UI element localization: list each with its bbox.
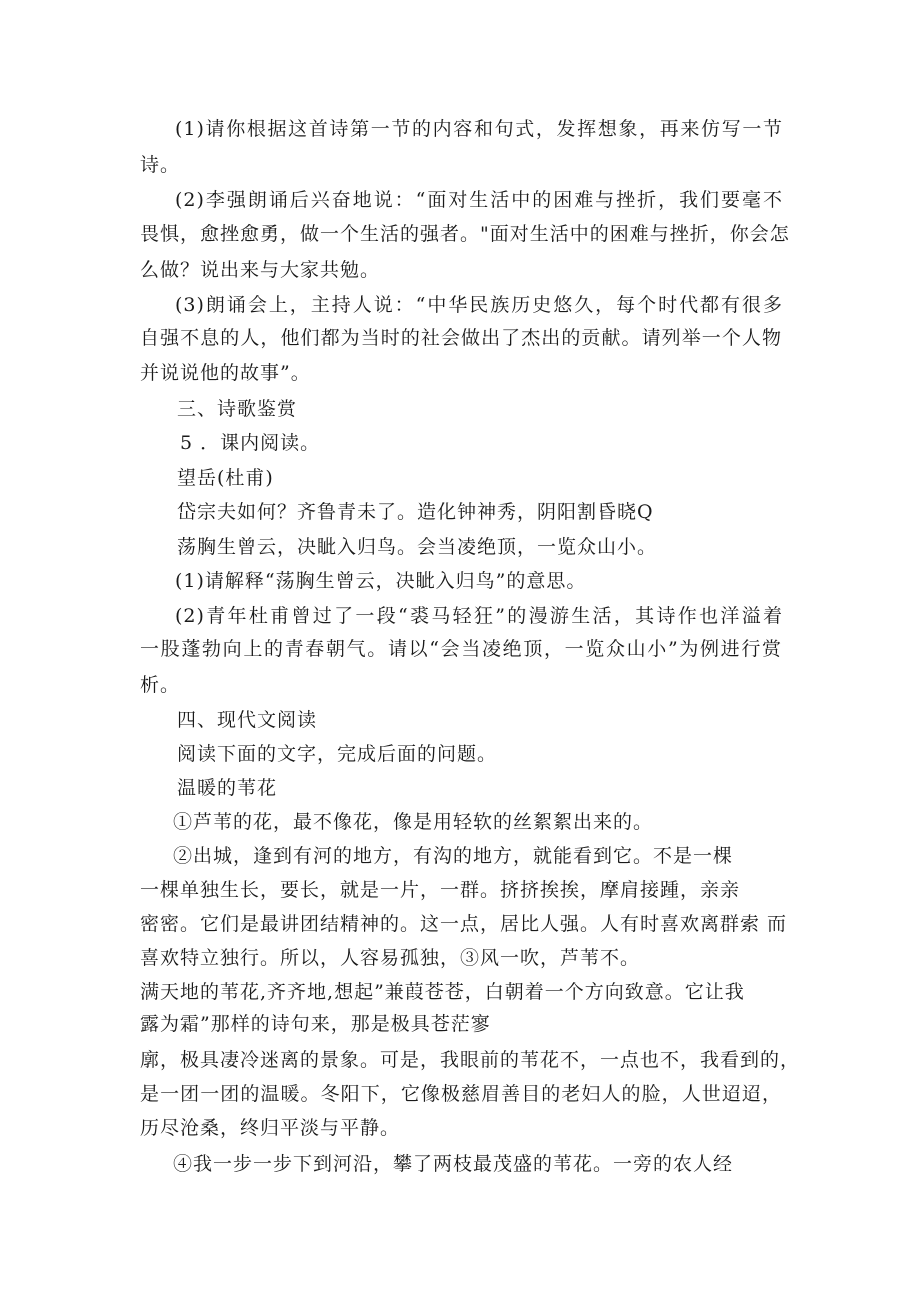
paragraph-line: (1)请你根据这首诗第一节的内容和句式，发挥想象，再来仿写一节 [175,118,783,140]
paragraph-line: 么做？说出来与大家共勉。 [140,259,381,281]
paragraph-line: 露为霜”那样的诗句来，那是极具苍茫寥 [140,1013,491,1035]
paragraph-line: 自强不息的人，他们都为当时的社会做出了杰出的贡献。请列举一个人物 [140,327,782,349]
paragraph-line: 历尽沧桑，终归平淡与平静。 [140,1117,401,1139]
paragraph-line: (1)请解释“荡胸生曾云，决眦入归鸟”的意思。 [175,570,587,592]
paragraph-line: ④我一步一步下到河沿，攀了两枝最茂盛的苇花。一旁的农人经 [173,1153,734,1175]
section-heading: 四、现代文阅读 [177,709,318,731]
poem-line: 岱宗夫如何？齐鲁青未了。造化钟神秀，阴阳割昏晓Q [177,501,654,523]
paragraph-line: 密密。它们是最讲团结精神的。这一点，居比人强。人有时喜欢离群索 而 [140,913,788,935]
question-number: 5 ．课内阅读。 [180,432,321,454]
paragraph-line: 是一团一团的温暖。冬阳下，它像极慈眉善目的老妇人的脸，人世迢迢， [140,1083,782,1105]
article-title: 温暖的苇花 [177,777,278,799]
paragraph-line: 诗。 [140,154,181,176]
poem-line: 荡胸生曾云，决眦入归鸟。会当凌绝顶，一览众山小。 [177,536,658,558]
paragraph-line: 析。 [140,674,181,696]
paragraph-line: 一股蓬勃向上的青春朝气。请以“会当凌绝顶，一览众山小”为例进行赏 [140,638,782,660]
paragraph-line: 一棵单独生长，要长，就是一片，一群。挤挤挨挨，摩肩接踵，亲亲 [140,879,741,901]
paragraph-line: 阅读下面的文字，完成后面的问题。 [177,743,498,765]
paragraph-line: 并说说他的故事”。 [140,362,311,384]
paragraph-line: 满天地的苇花,齐齐地,想起”兼葭苍苍，白朝着一个方向致意。它让我 [140,981,745,1003]
paragraph-line: 廓，极具凄冷迷离的景象。可是，我眼前的苇花不，一点也不，我看到的， [140,1049,801,1071]
paragraph-line: (2)李强朗诵后兴奋地说：“面对生活中的困难与挫折，我们要毫不 [175,189,783,211]
paragraph-line: ②出城，逢到有河的地方，有沟的地方，就能看到它。不是一棵 [173,845,734,867]
poem-title: 望岳(杜甫) [177,467,274,489]
paragraph-line: 畏惧，愈挫愈勇，做一个生活的强者。"面对生活中的困难与挫折，你会怎 [140,223,790,245]
paragraph-line: ①芦苇的花，最不像花，像是用轻软的丝絮絮出来的。 [173,811,654,833]
paragraph-line: 喜欢特立独行。所以，人容易孤独，③风一吹，芦苇不。 [140,947,641,969]
paragraph-line: (2)青年杜甫曾过了一段“裘马轻狂”的漫游生活，其诗作也洋溢着 [175,605,783,627]
paragraph-line: (3)朗诵会上，主持人说：“中华民族历史悠久，每个时代都有很多 [175,294,783,316]
section-heading: 三、诗歌鉴赏 [177,398,298,420]
